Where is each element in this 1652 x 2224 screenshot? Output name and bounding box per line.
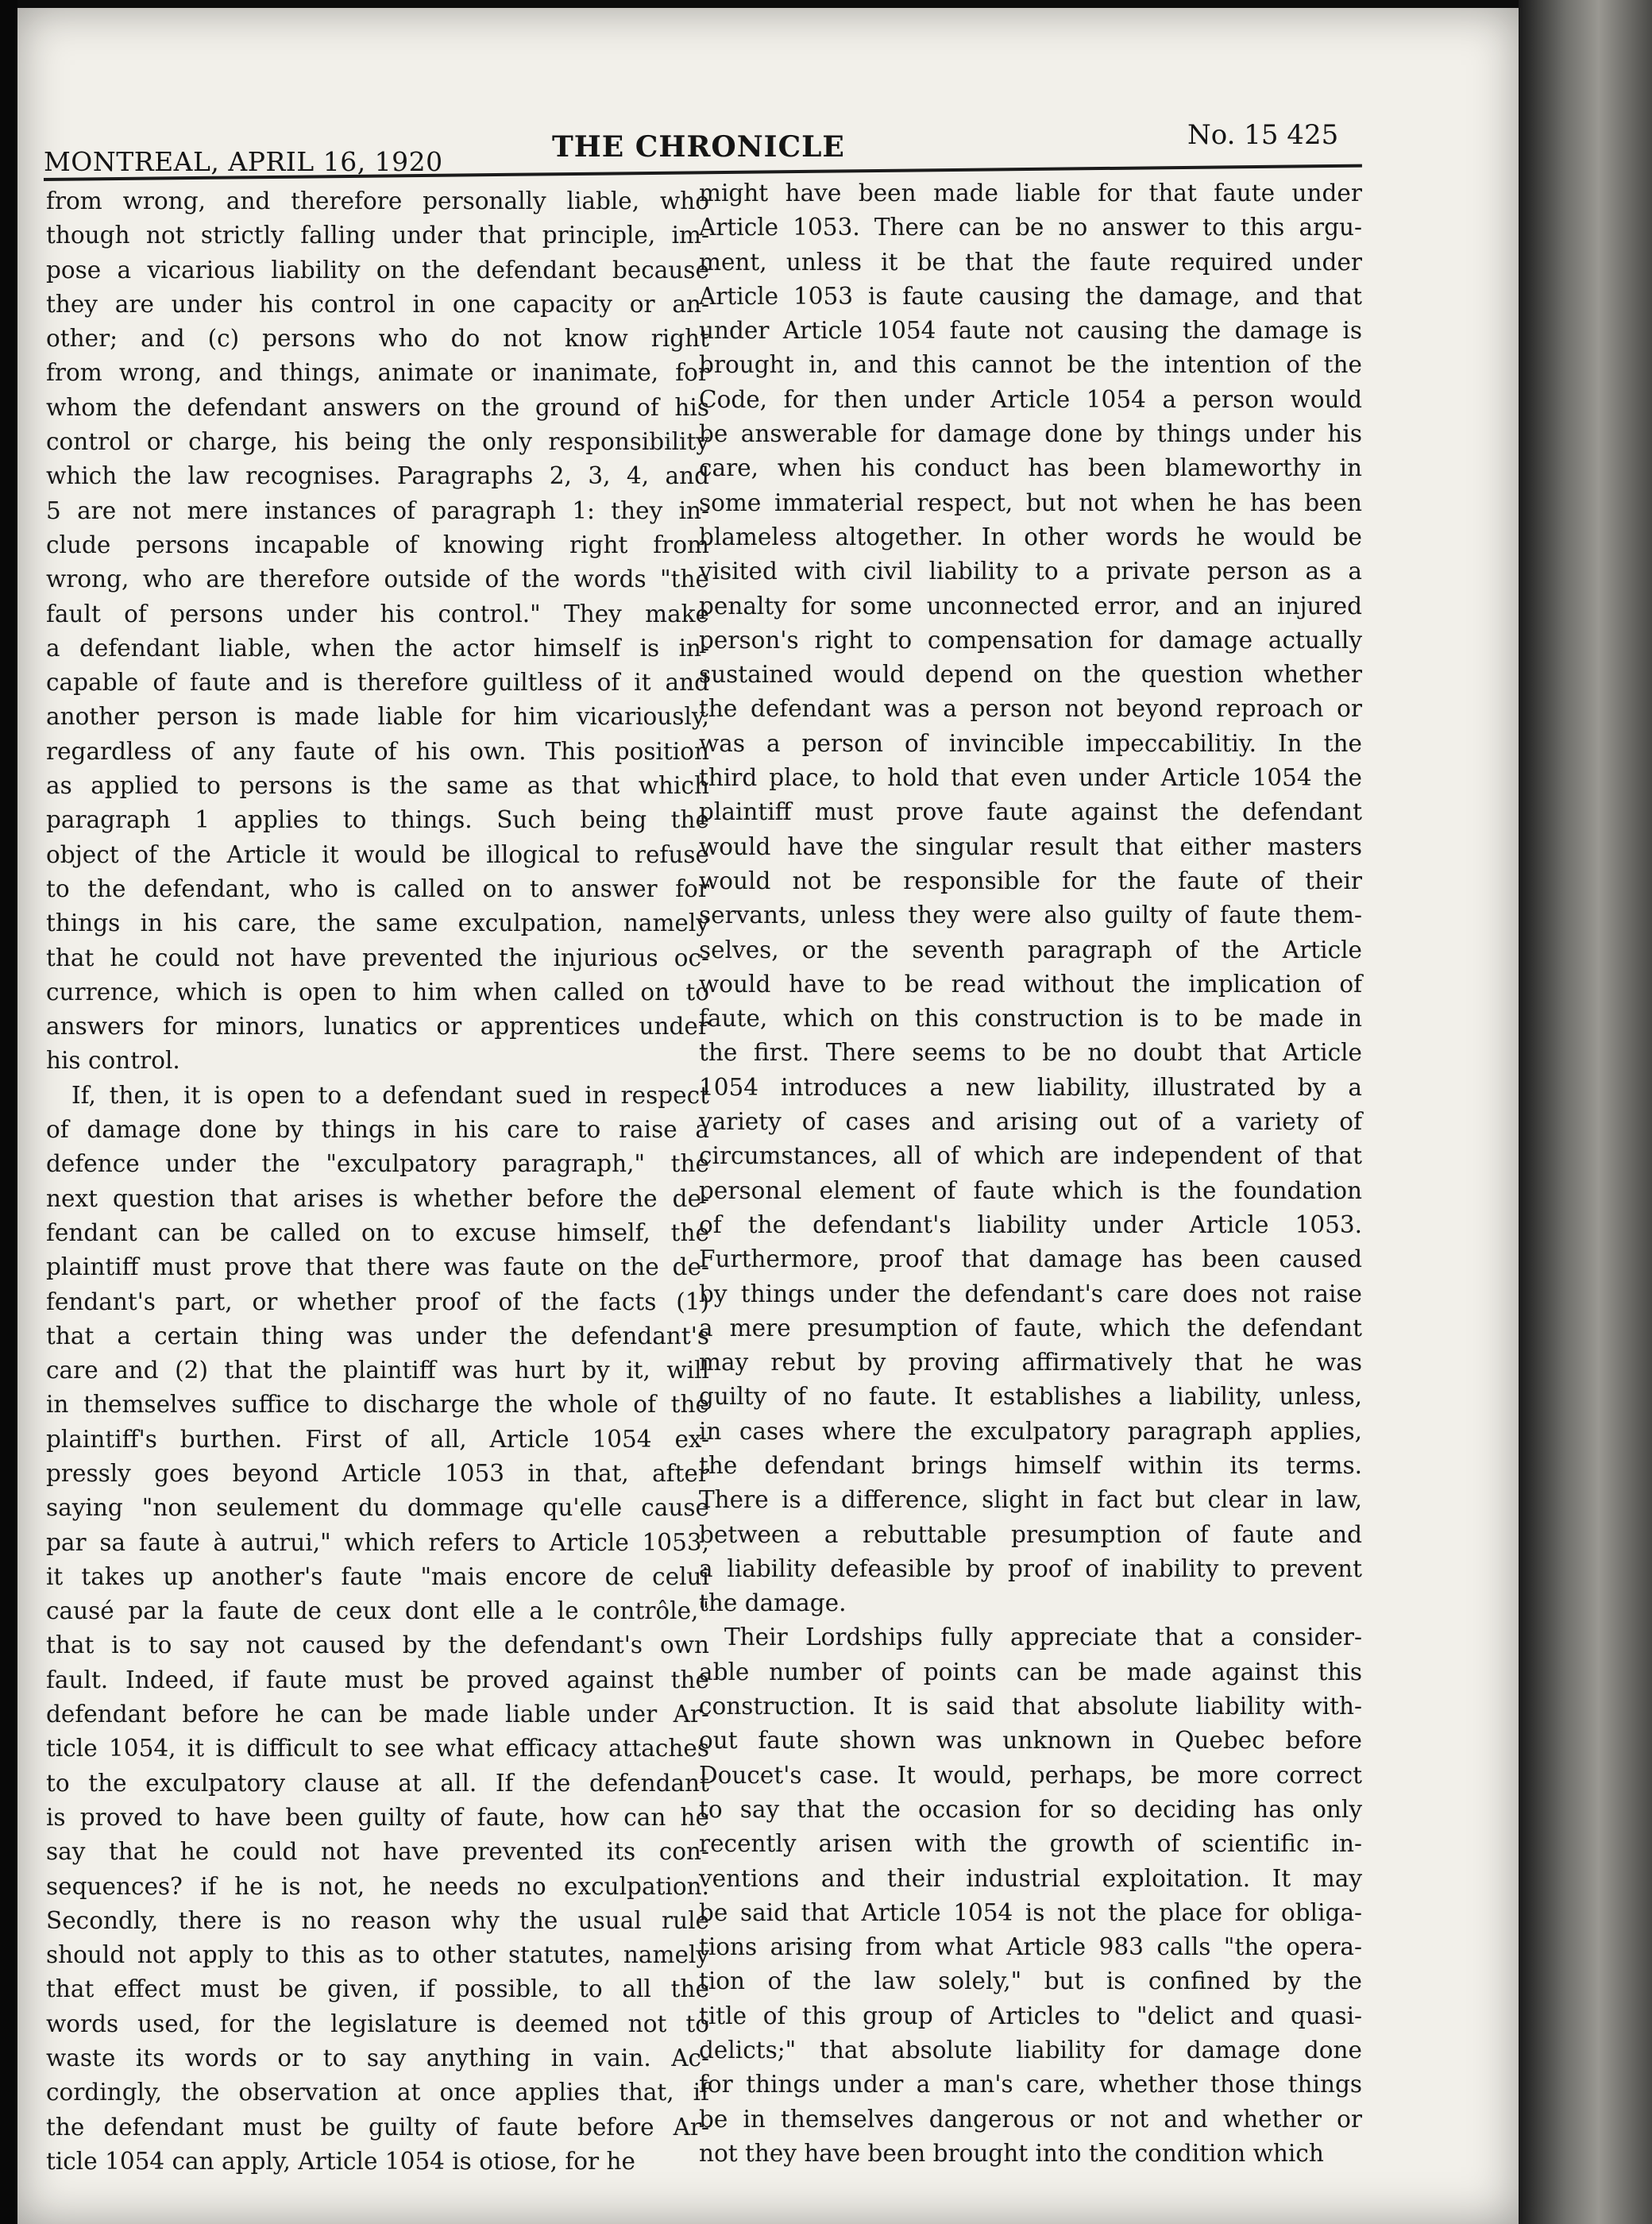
text-line: blameless altogether. In other words he would be — [699, 523, 1362, 550]
text-line: would have the singular result that either masters — [699, 832, 1362, 860]
text-line: pose a vicarious liability on the defendant because — [46, 256, 709, 284]
text-line: construction. It is said that absolute liability with- — [699, 1693, 1362, 1720]
text-line: guilty of no faute. It establishes a liability, unless, — [699, 1383, 1362, 1411]
text-line: recently arisen with the growth of scientific in- — [699, 1830, 1362, 1858]
text-line: words used, for the legislature is deemed not to — [46, 2010, 709, 2037]
scan-left-edge — [0, 0, 17, 2224]
text-line: person's right to compensation for damage actually — [699, 626, 1362, 654]
text-line: care, when his conduct has been blameworthy in — [699, 454, 1362, 482]
text-line: in themselves suffice to discharge the whole of the — [46, 1391, 709, 1419]
text-line: visited with civil liability to a private person as a — [699, 558, 1362, 585]
text-line: under Article 1054 faute not causing the damage is — [699, 317, 1362, 345]
text-line: object of the Article it would be illogical to refuse — [46, 840, 709, 868]
text-line: There is a difference, slight in fact but clear in law, — [699, 1486, 1362, 1514]
text-line: out faute shown was unknown in Quebec before — [699, 1727, 1362, 1755]
text-line: would have to be read without the implication of — [699, 970, 1362, 998]
text-line: causé par la faute de ceux dont elle a le contrôle," — [46, 1597, 709, 1625]
text-line: If, then, it is open to a defendant sued in respect — [71, 1081, 709, 1109]
text-line: sequences? if he is not, he needs no exculpation. — [46, 1872, 709, 1900]
text-line: control or charge, his being the only responsibility — [46, 428, 709, 456]
text-line: some immaterial respect, but not when he has been — [699, 488, 1362, 516]
text-line: plaintiff must prove faute against the defendant — [699, 798, 1362, 826]
text-line: as applied to persons is the same as that which — [46, 772, 709, 800]
text-line: that a certain thing was under the defendant's — [46, 1322, 709, 1349]
text-line: Doucet's case. It would, perhaps, be more correct — [699, 1761, 1362, 1789]
text-line: regardless of any faute of his own. This position — [46, 737, 709, 765]
text-line: other; and (c) persons who do not know right — [46, 325, 709, 353]
text-line: ment, unless it be that the faute required under — [699, 248, 1362, 276]
text-line: of damage done by things in his care to raise a — [46, 1116, 709, 1144]
text-line: fendant's part, or whether proof of the facts (1) — [46, 1288, 709, 1315]
text-line: servants, unless they were also guilty of faute them- — [699, 902, 1362, 929]
text-line: the defendant brings himself within its terms. — [699, 1451, 1362, 1479]
text-line: capable of faute and is therefore guiltless of it and — [46, 669, 709, 697]
text-line: faute, which on this construction is to be made in — [699, 1005, 1362, 1033]
text-line: Their Lordships fully appreciate that a consider- — [724, 1624, 1362, 1651]
text-line: personal element of faute which is the foundation — [699, 1176, 1362, 1204]
text-line: tion of the law solely," but is confined by the — [699, 1967, 1362, 1995]
text-line: to the defendant, who is called on to answer for — [46, 875, 709, 902]
text-line: Secondly, there is no reason why the usual rule — [46, 1906, 709, 1934]
text-line: currence, which is open to him when called on to — [46, 978, 709, 1006]
text-line: next question that arises is whether before the de- — [46, 1184, 709, 1212]
text-line: between a rebuttable presumption of faute and — [699, 1520, 1362, 1548]
text-line: whom the defendant answers on the ground of his — [46, 393, 709, 421]
text-line: defence under the "exculpatory paragraph," the — [46, 1150, 709, 1178]
text-line: fendant can be called on to excuse himself, the — [46, 1218, 709, 1246]
text-line: wrong, who are therefore outside of the words "the — [46, 566, 709, 593]
text-line: may rebut by proving affirmatively that he was — [699, 1349, 1362, 1376]
text-line: his control. — [46, 1047, 180, 1075]
text-column-right — [699, 176, 1362, 2171]
text-line: be said that Article 1054 is not the place for obliga- — [699, 1898, 1362, 1926]
text-line: though not strictly falling under that principle, im- — [46, 222, 709, 249]
text-line: par sa faute à autrui," which refers to Article 1053, — [46, 1528, 709, 1556]
text-line: a liability defeasible by proof of inability to prevent — [699, 1554, 1362, 1582]
text-line: things in his care, the same exculpation, namely — [46, 909, 709, 937]
text-line: answers for minors, lunatics or apprentices under — [46, 1013, 709, 1041]
text-line: ticle 1054 can apply, Article 1054 is otiose, for he — [46, 2147, 635, 2175]
text-line: cordingly, the observation at once applies that, if — [46, 2079, 709, 2106]
text-line: ticle 1054, it is difficult to see what efficacy attaches — [46, 1735, 709, 1763]
text-line: the defendant must be guilty of faute before Ar- — [46, 2113, 709, 2141]
header-title: THE CHRONICLE — [552, 130, 845, 164]
text-line: Article 1053. There can be no answer to this argu- — [699, 214, 1362, 241]
text-line: Article 1053 is faute causing the damage, and that — [699, 282, 1362, 310]
text-line: 1054 introduces a new liability, illustrated by a — [699, 1073, 1362, 1101]
text-line: third place, to hold that even under Article 1054 the — [699, 764, 1362, 792]
scan-right-edge — [1519, 0, 1652, 2224]
text-line: that effect must be given, if possible, to all the — [46, 1975, 709, 2003]
text-line: plaintiff's burthen. First of all, Article 1054 ex- — [46, 1425, 709, 1453]
text-line: to say that the occasion for so deciding has only — [699, 1795, 1362, 1823]
text-line: a mere presumption of faute, which the defendant — [699, 1314, 1362, 1342]
page-header — [44, 118, 1354, 177]
text-line: ventions and their industrial exploitation. It may — [699, 1864, 1362, 1892]
text-line: pressly goes beyond Article 1053 in that, after — [46, 1459, 709, 1487]
text-line: clude persons incapable of knowing right from — [46, 531, 709, 558]
text-line: another person is made liable for him vicariously, — [46, 703, 709, 731]
text-line: by things under the defendant's care does not raise — [699, 1280, 1362, 1307]
text-line: was a person of invincible impeccabilitiy. In the — [699, 729, 1362, 757]
text-line: the defendant was a person not beyond reproach or — [699, 695, 1362, 723]
text-line: defendant before he can be made liable under Ar- — [46, 1701, 709, 1728]
text-line: delicts;" that absolute liability for damage done — [699, 2037, 1362, 2064]
text-line: from wrong, and things, animate or inanimate, for — [46, 359, 709, 387]
text-line: fault. Indeed, if faute must be proved against the — [46, 1666, 709, 1693]
text-line: Furthermore, proof that damage has been caused — [699, 1245, 1362, 1273]
text-line: they are under his control in one capacity or an- — [46, 290, 709, 318]
text-line: plaintiff must prove that there was faute on the de- — [46, 1253, 709, 1281]
text-line: not they have been brought into the condition which — [699, 2139, 1324, 2167]
text-line: paragraph 1 applies to things. Such being the — [46, 806, 709, 834]
text-line: Code, for then under Article 1054 a person would — [699, 385, 1362, 413]
text-line: selves, or the seventh paragraph of the Article — [699, 936, 1362, 963]
text-line: from wrong, and therefore personally liable, who — [46, 187, 709, 214]
text-line: might have been made liable for that faute under — [699, 180, 1362, 207]
text-line: that he could not have prevented the injurious oc- — [46, 944, 709, 971]
text-line: variety of cases and arising out of a variety of — [699, 1108, 1362, 1136]
text-line: able number of points can be made against this — [699, 1658, 1362, 1685]
text-line: to the exculpatory clause at all. If the defendant — [46, 1769, 709, 1797]
text-line: penalty for some unconnected error, and an injured — [699, 592, 1362, 620]
text-line: saying "non seulement du dommage qu'elle cause — [46, 1494, 709, 1522]
text-line: of the defendant's liability under Article 1053. — [699, 1210, 1362, 1238]
text-line: is proved to have been guilty of faute, how can he — [46, 1803, 709, 1831]
text-line: waste its words or to say anything in vain. Ac- — [46, 2044, 709, 2072]
text-line: should not apply to this as to other statutes, namely — [46, 1941, 709, 1969]
text-line: the first. There seems to be no doubt that Article — [699, 1039, 1362, 1067]
header-issue-page: No. 15 425 — [1187, 119, 1339, 151]
text-line: circumstances, all of which are independent of that — [699, 1142, 1362, 1170]
text-column-left — [46, 184, 709, 2179]
text-line: it takes up another's faute "mais encore de celui — [46, 1562, 709, 1590]
text-line: care and (2) that the plaintiff was hurt by it, will — [46, 1357, 709, 1384]
text-line: 5 are not mere instances of paragraph 1: they in- — [46, 496, 709, 524]
text-line: in cases where the exculpatory paragraph applies, — [699, 1417, 1362, 1445]
text-line: title of this group of Articles to "delict and quasi- — [699, 2002, 1362, 2029]
text-line: a defendant liable, when the actor himself is in- — [46, 634, 709, 662]
header-date: MONTREAL, APRIL 16, 1920 — [44, 146, 443, 177]
text-line: for things under a man's care, whether those things — [699, 2071, 1362, 2099]
text-line: that is to say not caused by the defendant's own — [46, 1631, 709, 1659]
text-line: the damage. — [699, 1589, 847, 1617]
text-line: would not be responsible for the faute of their — [699, 867, 1362, 894]
text-line: brought in, and this cannot be the intention of the — [699, 351, 1362, 379]
text-line: say that he could not have prevented its con- — [46, 1838, 709, 1866]
text-line: be in themselves dangerous or not and whether or — [699, 2105, 1362, 2133]
text-line: sustained would depend on the question whether — [699, 661, 1362, 689]
text-line: be answerable for damage done by things under his — [699, 420, 1362, 448]
text-line: fault of persons under his control." They make — [46, 600, 709, 627]
text-line: which the law recognises. Paragraphs 2, 3, 4, and — [46, 462, 709, 490]
text-line: tions arising from what Article 983 calls "the opera- — [699, 1933, 1362, 1961]
